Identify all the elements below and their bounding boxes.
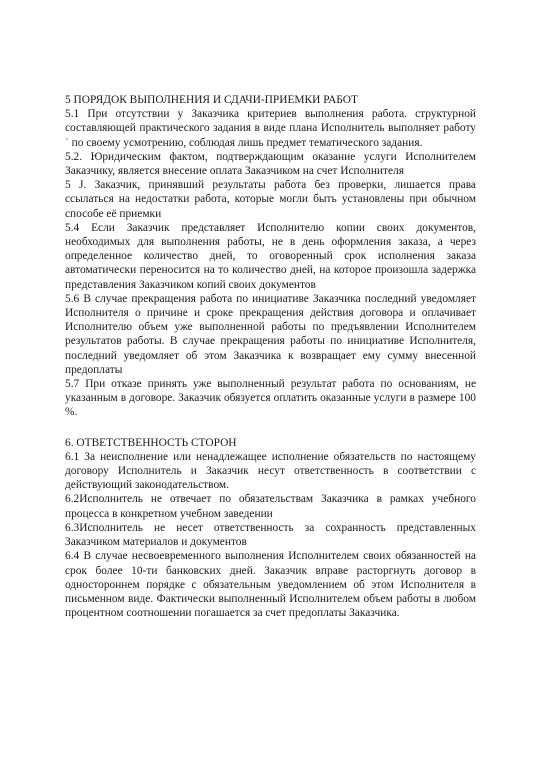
section-work-procedure	[65, 93, 476, 420]
clause-5-3: 5 J. Заказчик, принявший результаты работа без проверки, лишается права ссылаться на недостатки работа, которые могли быть установлены при обычном способе её приемки	[65, 179, 476, 220]
clause-6-4: 6.4 В случае несвоевременного выполнения Исполнителем своих обязанностей на срок более 10-ти банковских дней. Заказчик вправе расторгнуть договор в одностороннем порядке с обязательным уведомлением об этом Исполнителя в письменном виде. Фактически выполненный Исполнителем объем работы в любом процентном соотношении погашается за счет предоплаты Заказчика.	[65, 550, 476, 620]
clause-5-7: 5.7 При отказе принять уже выполненный результат работа по основаниям, не указанным в договоре. Заказчик обязуется оплатить оказанные услуги в размере 100 %.	[65, 378, 476, 419]
section-heading: 5 ПОРЯДОК ВЫПОЛНЕНИЯ И СДАЧИ-ПРИЕМКИ РАБОТ	[65, 94, 358, 106]
clause-5-2: 5.2. Юридическим фактом, подтверждающим оказание услуги Исполнителем Заказчику, является внесение оплата Заказчиком на счет Исполнителя	[65, 150, 476, 178]
clause-5-6: 5.6 В случае прекращения работа по инициативе Заказчика последний уведомляет Исполнителя о причине и сроке прекращения действия договора и оплачивает Исполнителю объем уже выполненной работы по предъявлении Исполнителем результатов работы. В случае прекращения работы по инициативе Исполнителя, последний уведомляет об этом Заказчика к возвращает ему сумму внесенной предоплаты	[65, 292, 476, 376]
document-page	[65, 93, 476, 620]
clause-6-3: 6.3Исполнитель не несет ответственность за сохранность представленных Заказчиком материалов и документов	[65, 521, 476, 549]
section-heading: 6. ОТВЕТСТВЕННОСТЬ СТОРОН	[65, 436, 237, 449]
clause-5-1: 5.1 При отсутствии у Заказчика критериев выполнения работа. структурной составляющей практического задания в виде плана Исполнитель выполняет работу ˙ по своему усмотрению, соблюдая лишь предмет тематического задания.	[65, 108, 476, 149]
section-liability	[65, 436, 476, 621]
clause-6-2: 6.2Исполнитель не отвечает по обязательствам Заказчика в рамках учебного процесса в конкретном учебном заведении	[65, 493, 476, 520]
clause-6-1: 6.1 За неисполнение или ненадлежащее исполнение обязательств по настоящему договору Исполнитель и Заказчик несут ответственность в соответствии с действующий законодательством.	[65, 450, 476, 492]
clause-5-4: 5.4 Если Заказчик представляет Исполнителю копии своих документов, необходимых для выполнения работы, не в день оформления заказа, а через определенное количество дней, то оговоренный срок исполнения заказа автоматически переносится на то количество дней, на которое произошла задержка представления Заказчиком копий своих документов	[65, 221, 476, 291]
